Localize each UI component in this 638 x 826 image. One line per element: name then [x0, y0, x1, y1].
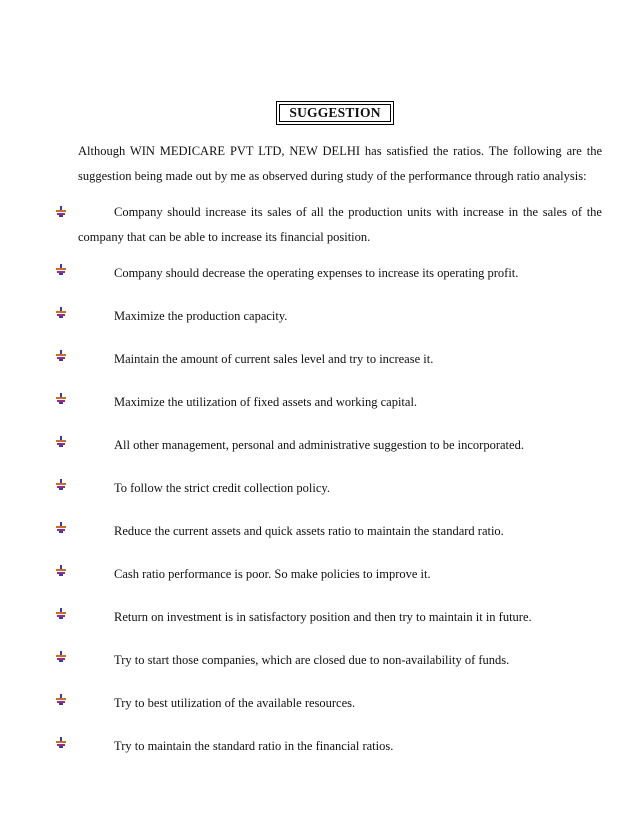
bullet-icon [56, 565, 66, 576]
bullet-icon [56, 393, 66, 404]
bullet-icon [56, 737, 66, 748]
list-item: Company should decrease the operating expenses to increase its operating profit. [114, 266, 519, 280]
list-item: Maximize the production capacity. [114, 309, 288, 323]
bullet-icon [56, 436, 66, 447]
intro-line-2: suggestion being made out by me as observed during study of the performance through ratio analysis: [78, 169, 587, 183]
bullet-icon [56, 608, 66, 619]
list-item-1-line-1: Company should increase its sales of all the production units with increase in the sales of the [114, 205, 602, 219]
bullet-icon [56, 651, 66, 662]
bullet-icon [56, 264, 66, 275]
bullet-icon [56, 307, 66, 318]
bullet-icon [56, 694, 66, 705]
page-title: SUGGESTION [279, 104, 391, 122]
intro-paragraph [78, 139, 602, 189]
page-title-box [276, 101, 394, 125]
bullet-icon [56, 350, 66, 361]
list-item: To follow the strict credit collection policy. [114, 481, 330, 495]
list-item: Cash ratio performance is poor. So make policies to improve it. [114, 567, 431, 581]
intro-line-1: Although WIN MEDICARE PVT LTD, NEW DELHI has satisfied the ratios. The following are the [78, 144, 602, 158]
bullet-icon [56, 522, 66, 533]
list-item: Maximize the utilization of fixed assets and working capital. [114, 395, 418, 409]
list-item: Try to best utilization of the available resources. [114, 696, 356, 710]
bullet-icon [56, 479, 66, 490]
list-item: Try to start those companies, which are closed due to non-availability of funds. [114, 653, 510, 667]
list-item: All other management, personal and administrative suggestion to be incorporated. [114, 438, 524, 452]
list-item: Reduce the current assets and quick assets ratio to maintain the standard ratio. [114, 524, 504, 538]
bullet-icon [56, 206, 66, 217]
list-item: Maintain the amount of current sales level and try to increase it. [114, 352, 434, 366]
list-item: Return on investment is in satisfactory position and then try to maintain it in future. [114, 610, 532, 624]
list-item: Try to maintain the standard ratio in the financial ratios. [114, 739, 394, 753]
list-item-1-line-2: company that can be able to increase its financial position. [78, 230, 371, 244]
